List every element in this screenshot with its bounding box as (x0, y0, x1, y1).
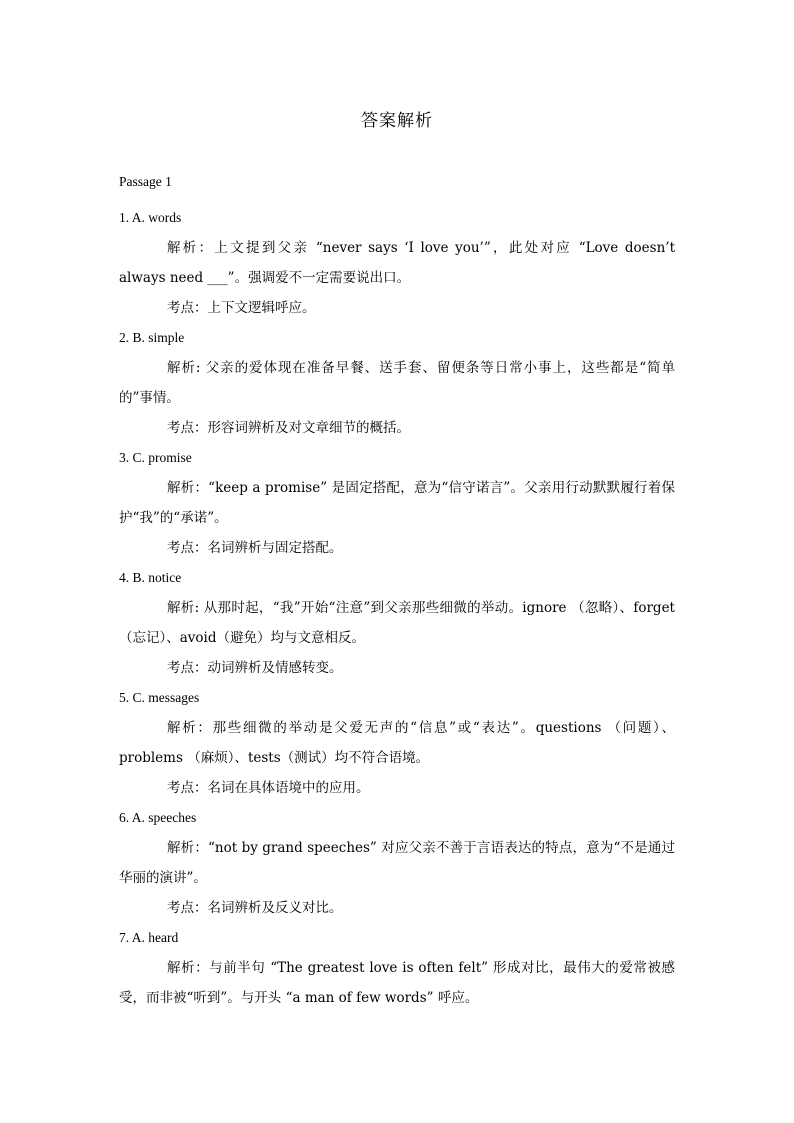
answer-key-point: 考点：上下文逻辑呼应。 (167, 300, 316, 316)
answer-key-point: 考点：形容词辨析及对文章细节的概括。 (167, 420, 410, 436)
answer-key-point: 考点：名词辨析与固定搭配。 (167, 540, 343, 556)
answer-option: 7. A. heard (119, 930, 179, 945)
answer-explanation: 解析：与前半句 “The greatest love is often felt” 形成对比，最伟大的爱常被感受，而非被“听到”。与开头 “a man of few words” 呼应。 (119, 960, 675, 1006)
answer-explanation: 解析：那些细微的举动是父爱无声的“信息”或“表达”。questions （问题）、problems （麻烦）、tests（测试）均不符合语境。 (119, 720, 675, 766)
answer-option: 5. C. messages (119, 690, 200, 705)
answer-explanation: 解析: 父亲的爱体现在准备早餐、送手套、留便条等日常小事上，这些都是“简单的”事情。 (119, 360, 675, 406)
answer-option: 2. B. simple (119, 330, 185, 345)
answer-item-1 (119, 203, 675, 323)
answer-item-7 (119, 923, 675, 1013)
answer-item-3 (119, 443, 675, 563)
answer-option: 4. B. notice (119, 570, 182, 585)
answer-item-5 (119, 683, 675, 803)
answer-option: 1. A. words (119, 210, 182, 225)
answer-explanation: 解析：“not by grand speeches” 对应父亲不善于言语表达的特点，意为“不是通过华丽的演讲”。 (119, 840, 675, 886)
answer-item-4 (119, 563, 675, 683)
answer-item-2 (119, 323, 675, 443)
answer-key-point: 考点：动词辨析及情感转变。 (167, 660, 343, 676)
passage-label: Passage 1 (119, 174, 172, 189)
answer-key-point: 考点：名词辨析及反义对比。 (167, 900, 343, 916)
answer-explanation: 解析：上文提到父亲 “never says ‘I love you’”，此处对应 “Love doesn’t always need ___”。强调爱不一定需要说出口。 (119, 240, 675, 286)
answer-explanation: 解析: 从那时起，“我”开始“注意”到父亲那些细微的举动。ignore （忽略）、forget（忘记）、avoid（避免）均与文意相反。 (119, 600, 675, 646)
answer-explanation: 解析：“keep a promise” 是固定搭配，意为“信守诺言”。父亲用行动默默履行着保护“我”的“承诺”。 (119, 480, 675, 526)
answer-option: 6. A. speeches (119, 810, 197, 825)
answer-item-6 (119, 803, 675, 923)
answer-key-point: 考点：名词在具体语境中的应用。 (167, 780, 370, 796)
page-title: 答案解析 (361, 111, 433, 131)
answer-option: 3. C. promise (119, 450, 192, 465)
answer-list (119, 203, 675, 1013)
